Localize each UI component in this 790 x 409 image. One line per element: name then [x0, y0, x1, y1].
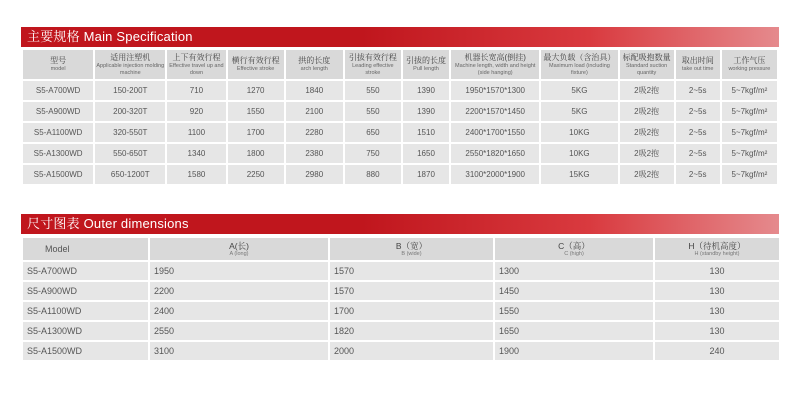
table-cell: 650 — [345, 123, 401, 142]
table-cell: 550 — [345, 102, 401, 121]
spec-col-takeout-time: 取出时间 take out time — [676, 50, 720, 79]
outer-col-model: Model — [23, 238, 148, 260]
main-specification-table — [21, 48, 779, 186]
table-cell: 1650 — [495, 322, 653, 340]
table-cell: 2250 — [228, 165, 284, 184]
table-cell: 2550 — [150, 322, 328, 340]
table-row — [23, 102, 777, 121]
table-row — [23, 123, 777, 142]
table-cell: 2~5s — [676, 81, 720, 100]
outer-col-c-high: C（高） C (high) — [495, 238, 653, 260]
spec-col-working-pressure: 工作气压 working pressure — [722, 50, 777, 79]
table-cell: S5-A1500WD — [23, 165, 93, 184]
table-cell: 150-200T — [95, 81, 165, 100]
spec-col-traverse-stroke: 横行有效行程 Effective stroke — [228, 50, 284, 79]
table-row — [23, 342, 779, 360]
spec-col-pull-length: 引拔的长度 Pull length — [403, 50, 449, 79]
spec-header-row — [23, 50, 777, 79]
spec-col-model: 型号 model — [23, 50, 93, 79]
table-cell: 2100 — [286, 102, 343, 121]
table-cell: 1700 — [330, 302, 493, 320]
table-cell: 5~7kgf/m² — [722, 102, 777, 121]
table-cell: 550-650T — [95, 144, 165, 163]
table-cell: 15KG — [541, 165, 617, 184]
table-cell: 1650 — [403, 144, 449, 163]
table-cell: 240 — [655, 342, 779, 360]
table-cell: 5KG — [541, 102, 617, 121]
table-cell: 3100*2000*1900 — [451, 165, 539, 184]
table-cell: S5-A900WD — [23, 282, 148, 300]
table-cell: 2~5s — [676, 123, 720, 142]
table-cell: 3100 — [150, 342, 328, 360]
table-cell: 650-1200T — [95, 165, 165, 184]
table-cell: 5~7kgf/m² — [722, 81, 777, 100]
table-cell: 1580 — [167, 165, 225, 184]
table-cell: 1390 — [403, 81, 449, 100]
outer-col-a-long: A(长) A (long) — [150, 238, 328, 260]
outer-col-b-wide: B（宽） B (wide) — [330, 238, 493, 260]
spec-col-machine-dimensions: 机器长宽高(倒挂) Machine length, width and height (side hanging) — [451, 50, 539, 79]
spec-col-vertical-travel: 上下有效行程 Effective travel up and down — [167, 50, 225, 79]
table-cell: 2~5s — [676, 144, 720, 163]
outer-col-h-standby: H（待机高度） H (standby height) — [655, 238, 779, 260]
table-cell: 1270 — [228, 81, 284, 100]
table-cell: 1390 — [403, 102, 449, 121]
table-cell: 1550 — [495, 302, 653, 320]
table-row — [23, 302, 779, 320]
spec-col-suction-quantity: 标配吸抱数量 Standard suction quantity — [620, 50, 674, 79]
table-row — [23, 282, 779, 300]
table-cell: 920 — [167, 102, 225, 121]
table-cell: 2280 — [286, 123, 343, 142]
table-cell: 2吸2抱 — [620, 123, 674, 142]
table-cell: 1510 — [403, 123, 449, 142]
table-cell: 10KG — [541, 144, 617, 163]
table-cell: 1700 — [228, 123, 284, 142]
table-cell: 130 — [655, 282, 779, 300]
table-cell: S5-A1300WD — [23, 322, 148, 340]
spec-col-leading-stroke: 引拔有效行程 Leading effective stroke — [345, 50, 401, 79]
table-cell: S5-A700WD — [23, 81, 93, 100]
outer-dimensions-title: 尺寸图表 Outer dimensions — [21, 214, 779, 234]
spec-col-max-load: 最大负载（含治具） Maximum load (including fixture) — [541, 50, 617, 79]
table-cell: 5~7kgf/m² — [722, 144, 777, 163]
table-cell: S5-A700WD — [23, 262, 148, 280]
table-cell: S5-A900WD — [23, 102, 93, 121]
table-cell: 2~5s — [676, 165, 720, 184]
table-cell: 1950 — [150, 262, 328, 280]
table-cell: 320-550T — [95, 123, 165, 142]
table-cell: 750 — [345, 144, 401, 163]
table-cell: 2380 — [286, 144, 343, 163]
table-cell: 1800 — [228, 144, 284, 163]
table-cell: 2980 — [286, 165, 343, 184]
table-cell: 1550 — [228, 102, 284, 121]
table-cell: 1820 — [330, 322, 493, 340]
table-cell: 1450 — [495, 282, 653, 300]
table-cell: 2吸2抱 — [620, 102, 674, 121]
table-cell: 2吸2抱 — [620, 81, 674, 100]
table-cell: 2吸2抱 — [620, 165, 674, 184]
table-cell: 1900 — [495, 342, 653, 360]
table-cell: 1300 — [495, 262, 653, 280]
table-row — [23, 262, 779, 280]
table-cell: 1570 — [330, 262, 493, 280]
table-cell: 5~7kgf/m² — [722, 123, 777, 142]
table-cell: S5-A1100WD — [23, 302, 148, 320]
table-cell: 2吸2抱 — [620, 144, 674, 163]
table-cell: 880 — [345, 165, 401, 184]
table-cell: 1570 — [330, 282, 493, 300]
table-cell: 1340 — [167, 144, 225, 163]
table-cell: S5-A1300WD — [23, 144, 93, 163]
main-specification-title: 主要规格 Main Specification — [21, 27, 779, 47]
table-cell: S5-A1500WD — [23, 342, 148, 360]
spec-col-injection-machine: 适用注塑机 Applicable injection molding machine — [95, 50, 165, 79]
table-cell: 1100 — [167, 123, 225, 142]
table-cell: 2400 — [150, 302, 328, 320]
table-cell: 5~7kgf/m² — [722, 165, 777, 184]
table-cell: 2~5s — [676, 102, 720, 121]
table-cell: 710 — [167, 81, 225, 100]
table-cell: 200-320T — [95, 102, 165, 121]
table-cell: 2550*1820*1650 — [451, 144, 539, 163]
spec-col-arch-length: 拱的长度 arch length — [286, 50, 343, 79]
outer-header-row — [23, 238, 779, 260]
table-cell: 5KG — [541, 81, 617, 100]
table-cell: 2400*1700*1550 — [451, 123, 539, 142]
table-cell: S5-A1100WD — [23, 123, 93, 142]
table-cell: 550 — [345, 81, 401, 100]
table-row — [23, 322, 779, 340]
table-cell: 10KG — [541, 123, 617, 142]
table-row — [23, 165, 777, 184]
table-cell: 130 — [655, 302, 779, 320]
table-cell: 1950*1570*1300 — [451, 81, 539, 100]
table-row — [23, 81, 777, 100]
outer-dimensions-table — [21, 236, 781, 362]
table-cell: 130 — [655, 322, 779, 340]
table-cell: 130 — [655, 262, 779, 280]
table-cell: 2200 — [150, 282, 328, 300]
table-cell: 1870 — [403, 165, 449, 184]
table-row — [23, 144, 777, 163]
table-cell: 2000 — [330, 342, 493, 360]
table-cell: 1840 — [286, 81, 343, 100]
table-cell: 2200*1570*1450 — [451, 102, 539, 121]
